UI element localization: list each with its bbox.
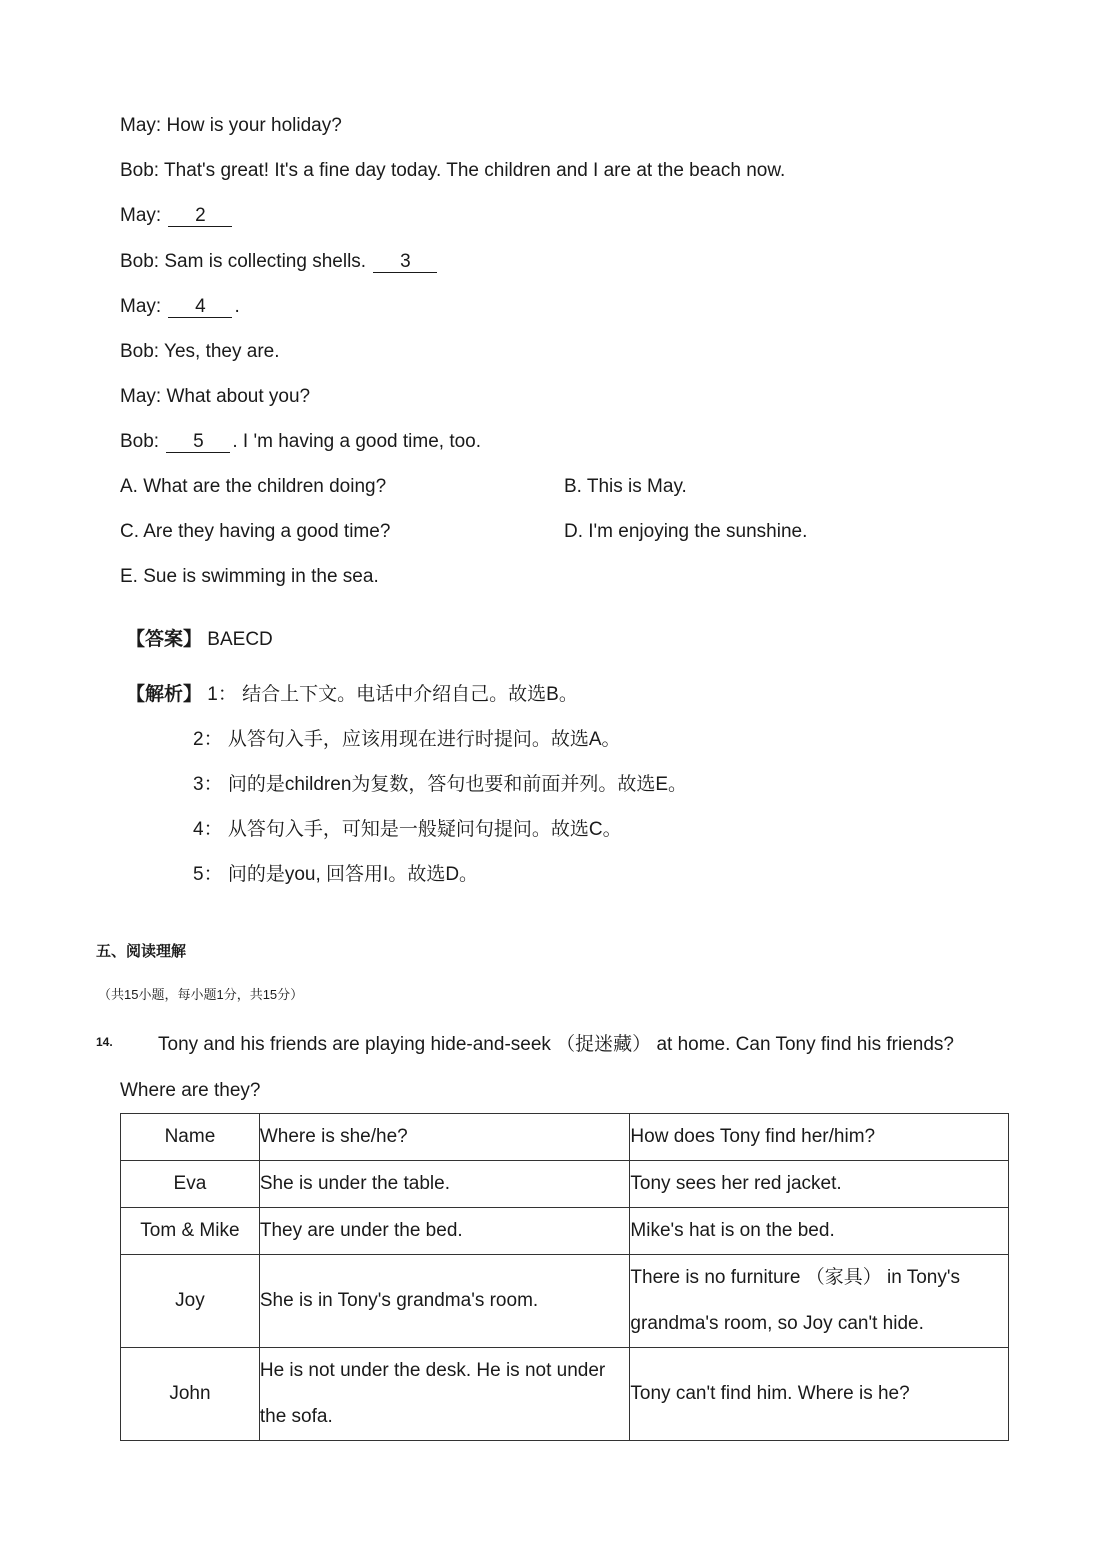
answer-blank-3: 3 [373, 252, 437, 273]
option-a: A. What are the children doing? [120, 476, 387, 497]
speaker-label: Bob: [120, 251, 160, 272]
dialogue-text: How is your holiday? [166, 115, 342, 136]
table-cell: She is under the table. [259, 1161, 630, 1208]
analysis-label: 【解析】 [126, 684, 203, 705]
speaker-label: Bob: [120, 160, 160, 181]
table-cell: Mike's hat is on the bed. [630, 1208, 1009, 1255]
analysis-row-1 [126, 683, 578, 707]
dialogue-text: Yes, they are. [164, 341, 280, 362]
table-cell: John [121, 1348, 260, 1441]
dialogue-line-5 [120, 295, 240, 319]
speaker-label: May: [120, 296, 162, 317]
dialogue-line-6 [120, 340, 280, 364]
speaker-label: May: [120, 115, 162, 136]
question-line-1: Tony and his friends are playing hide-and-seek （捉迷藏） at home. Can Tony find his friends? [158, 1034, 954, 1055]
table-cell: He is not under the desk. He is not under the sofa. [259, 1348, 630, 1441]
dialogue-line-4 [120, 250, 439, 274]
table-cell: Tony sees her red jacket. [630, 1161, 1009, 1208]
table-cell: Tony can't find him. Where is he? [630, 1348, 1009, 1441]
table-header-cell: Where is she/he? [259, 1114, 630, 1161]
answer-blank-4: 4 [168, 297, 232, 318]
answer-row [126, 628, 273, 652]
table-row [121, 1255, 1009, 1348]
analysis-row-5: 5： 问的是you, 回答用I。故选D。 [193, 864, 479, 885]
option-c: C. Are they having a good time? [120, 521, 391, 542]
option-d: D. I'm enjoying the sunshine. [564, 521, 808, 542]
dialogue-text: What about you? [166, 386, 311, 407]
speaker-label: May: [120, 386, 162, 407]
dialogue-text: Sam is collecting shells. [164, 251, 367, 272]
speaker-label: Bob: [120, 341, 160, 362]
answer-blank-2: 2 [168, 206, 232, 227]
dialogue-text: That's great! It's a fine day today. The children and I are at the beach now. [164, 160, 786, 181]
section-note: （共15小题，每小题1分，共15分） [98, 987, 304, 1002]
option-b: B. This is May. [564, 476, 687, 497]
table-cell: Joy [121, 1255, 260, 1348]
question-number: 14. [96, 1035, 113, 1049]
dialogue-line-8 [120, 430, 481, 454]
table-cell: They are under the bed. [259, 1208, 630, 1255]
table-cell: She is in Tony's grandma's room. [259, 1255, 630, 1348]
analysis-item: 1： 结合上下文。电话中介绍自己。故选B。 [207, 684, 578, 705]
analysis-row-3: 3： 问的是children为复数，答句也要和前面并列。故选E。 [193, 774, 688, 795]
answer-value: BAECD [207, 629, 273, 650]
table-cell: Tom & Mike [121, 1208, 260, 1255]
analysis-row-2: 2： 从答句入手，应该用现在进行时提问。故选A。 [193, 729, 621, 750]
table-cell: There is no furniture （家具） in Tony's grandma's room, so Joy can't hide. [630, 1255, 1009, 1348]
dialogue-suffix: . I 'm having a good time, too. [232, 431, 482, 452]
speaker-label: Bob: [120, 431, 160, 452]
table-header-cell: Name [121, 1114, 260, 1161]
dialogue-line-1 [120, 114, 342, 138]
table-header-row [121, 1114, 1009, 1161]
answer-blank-5: 5 [166, 432, 230, 453]
speaker-label: May: [120, 205, 162, 226]
question-line-2: Where are they? [120, 1080, 261, 1101]
dialogue-line-2 [120, 159, 785, 183]
table-cell: Eva [121, 1161, 260, 1208]
dialogue-line-7 [120, 385, 310, 409]
dialogue-line-3 [120, 204, 234, 228]
table-row [121, 1161, 1009, 1208]
hide-and-seek-table [120, 1113, 1009, 1441]
table-row [121, 1348, 1009, 1441]
answer-label: 【答案】 [126, 629, 203, 650]
analysis-row-4: 4： 从答句入手，可知是一般疑问句提问。故选C。 [193, 819, 622, 840]
dialogue-suffix: . [234, 296, 240, 317]
section-title: 五、阅读理解 [96, 943, 187, 960]
table-row [121, 1208, 1009, 1255]
table-header-cell: How does Tony find her/him? [630, 1114, 1009, 1161]
option-e: E. Sue is swimming in the sea. [120, 566, 379, 587]
